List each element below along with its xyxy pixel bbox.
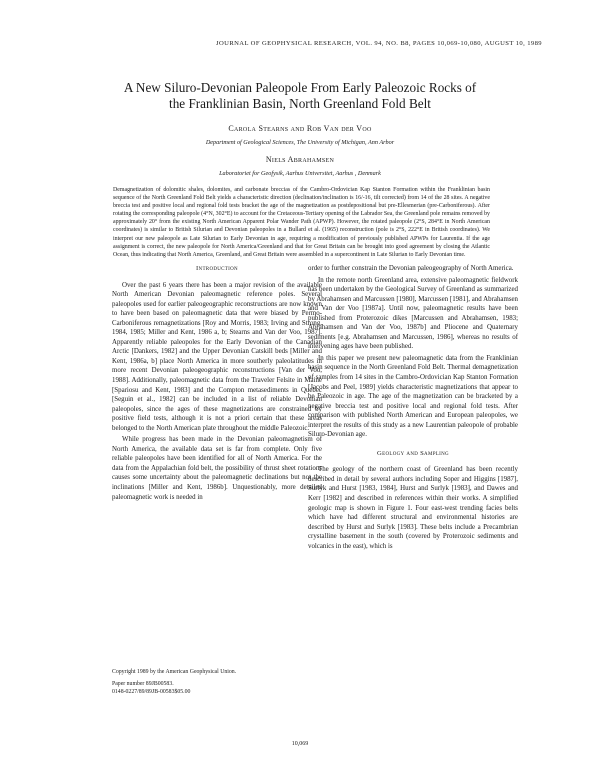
paper-number: Paper number 89JB00583. <box>112 681 174 688</box>
introduction-heading: Introduction <box>196 265 238 272</box>
title-line-1: A New Siluro-Devonian Paleopole From Early Paleozoic Rocks of <box>123 80 477 95</box>
left-column <box>112 264 322 502</box>
page-number: 10,069 <box>291 741 309 747</box>
geology-paragraph-1: The geology of the northern coast of Greenland has been recently described in detail by several authors including Soper and Higgins [1987], Surlyk and Hurst [1983, 1984], Hurst and Surlyk [1983], and Dawes and Kerr [1982] and described in references within their works. A simplified geologic map is shown in Figure 1. Four east-west trending facies belts which have had different structural and environmental histories are described by Hurst and Surlyk [1983]. These belts include a Precambrian crystalline basement in the south (covered by Proterozoic sediments and volcanics in the east), which is <box>308 466 518 550</box>
running-head: JOURNAL OF GEOPHYSICAL RESEARCH, VOL. 94, NO. B8, PAGES 10,069-10,080, AUGUST 10, 1989 <box>216 40 542 47</box>
footnote <box>112 669 322 696</box>
author-abrahamsen: Niels Abrahamsen <box>265 155 335 164</box>
right-column <box>308 264 518 551</box>
issn-code: 0148-0227/89/89JB-00583$05.00 <box>112 688 191 695</box>
affiliation-michigan: Department of Geological Sciences, The University of Michigan, Ann Arbor <box>205 139 395 146</box>
intro-paragraph-4: In the remote north Greenland area, extensive paleomagnetic fieldwork has been undertaken by the Geological Survey of Greenland as summarized by Abrahamsen and Marcussen [1980], Marcussen [1981], and Abrahamsen and Van der Voo [1987a]. Until now, paleomagnetic results have been published from Proterozoic dikes [Marcussen and Abrahamsen, 1983; Abrahamsen and Van der Voo, 1987b] and Pliocene and Quaternary sediments [e.g. Abrahamsen and Marcussen, 1986], whereas no results of intervening ages have been published. <box>308 276 518 351</box>
title-line-2: the Franklinian Basin, North Greenland Fold Belt <box>169 96 431 111</box>
geology-heading: Geology and Sampling <box>377 449 449 457</box>
abstract: Demagnetization of dolomitic shales, dolomites, and carbonate breccias of the Cambro-Ordovician Kap Stanton Formation within the Franklinian basin sequence of the North Greenland Fold Belt yields a characteristic direction (declination/inclination is 16/-16, tilt corrected) from 14 of the 28 sites. A negative breccia test and positive local and regional fold tests bracket the age of the magnetization as postdepositional but pre-Ellesmerian (pre-Carboniferous). After rotating the corresponding paleopole (4°N, 302°E) to account for the Cretaceous-Tertiary opening of the Labrador Sea, the Greenland pole remains removed by approximately 20° from the existing North American Apparent Polar Wander Path (APWP). However, the rotated paleopole (2°S, 284°E in North American coordinates) is similar to British Silurian and Devonian paleopoles in a Bullard et al. (1965) reconstruction (pole is 2°S, 222°E in British coordinates). We interpret our new paleopole as Late Silurian to Early Devonian in age, requiring a modification of previously published APWPs for Laurentia. If the age assignment is correct, the new paleopole for North America/Greenland and that for Great Britain can be brought into good agreement by closing the Atlantic Ocean, thus indicating that North America, Greenland, and Great Britain were assembled in a supercontinent in Late Silurian to Early Devonian time. <box>113 187 490 258</box>
paper-title <box>60 80 540 112</box>
intro-paragraph-3: order to further constrain the Devonian paleogeography of North America. <box>308 265 514 272</box>
intro-paragraph-2: While progress has been made in the Devonian paleomagnetism of North America, the available data set is far from complete. Only five reliable paleopoles have been identified for all of North America. For the data from the Appalachian fold belt, the possibility of thrust sheet rotations causes some uncertainty about the paleomagnetic declinations but not the inclinations [Miller and Kent, 1986b]. Unquestionably, more detailed paleomagnetic work is needed in <box>112 436 322 501</box>
intro-paragraph-1: Over the past 6 years there has been a major revision of the available North American Devonian paleomagnetic reference poles. Several paleopoles used for earlier paleogeographic reconstructions are now known to have been based on paleomagnetic data that were biased by Permo-Carboniferous remagnetizations [Roy and Morris, 1983; Irving and Strong, 1984, 1985; Miller and Kent, 1986 a, b; Stearns and Van der Voo, 1987]. Apparently reliable paleopoles for the Early Devonian of the Canadian Arctic [Dankers, 1982] and the Upper Devonian Catskill beds [Miller and Kent, 1986a, b] place North America in more southerly paleolatitudes in more recent Devonian paleogeographic reconstructions [Van der Voo, 1988]. Additionally, paleomagnetic data from the Traveler Felsite in Maine [Spariosu and Kent, 1983] and the Compton metasediments in Quebec [Seguin et al., 1982] can be included in a list of reliable Devonian paleopoles, since the ages of these magnetizations are constrained by positive field tests, although it is not a priori certain that these areas belonged to the North American plate throughout the middle Paleozoic. <box>112 281 322 432</box>
affiliation-aarhus: Laboratoriet for Geofysik, Aarhus Universitet, Aarhus , Denmark <box>219 170 381 177</box>
copyright-line: Copyright 1989 by the American Geophysical Union. <box>112 669 237 675</box>
intro-paragraph-5: In this paper we present new paleomagnetic data from the Franklinian basin sequence in the North Greenland Fold Belt. Thermal demagnetization of samples from 14 sites in the Cambro-Ordovician Kap Stanton Formation [Jacobs and Peel, 1989] yields characteristic magnetizations that appear to be Paleozoic in age. The age of the magnetization can be bracketed by a negative breccia test and positive local and regional fold tests. After comparison with published North American and European paleopoles, we interpret the results of this study as a new Laurentian paleopole of probable Siluro-Devonian age. <box>308 354 518 439</box>
authors: Carola Stearns and Rob Van der Voo <box>228 124 372 133</box>
